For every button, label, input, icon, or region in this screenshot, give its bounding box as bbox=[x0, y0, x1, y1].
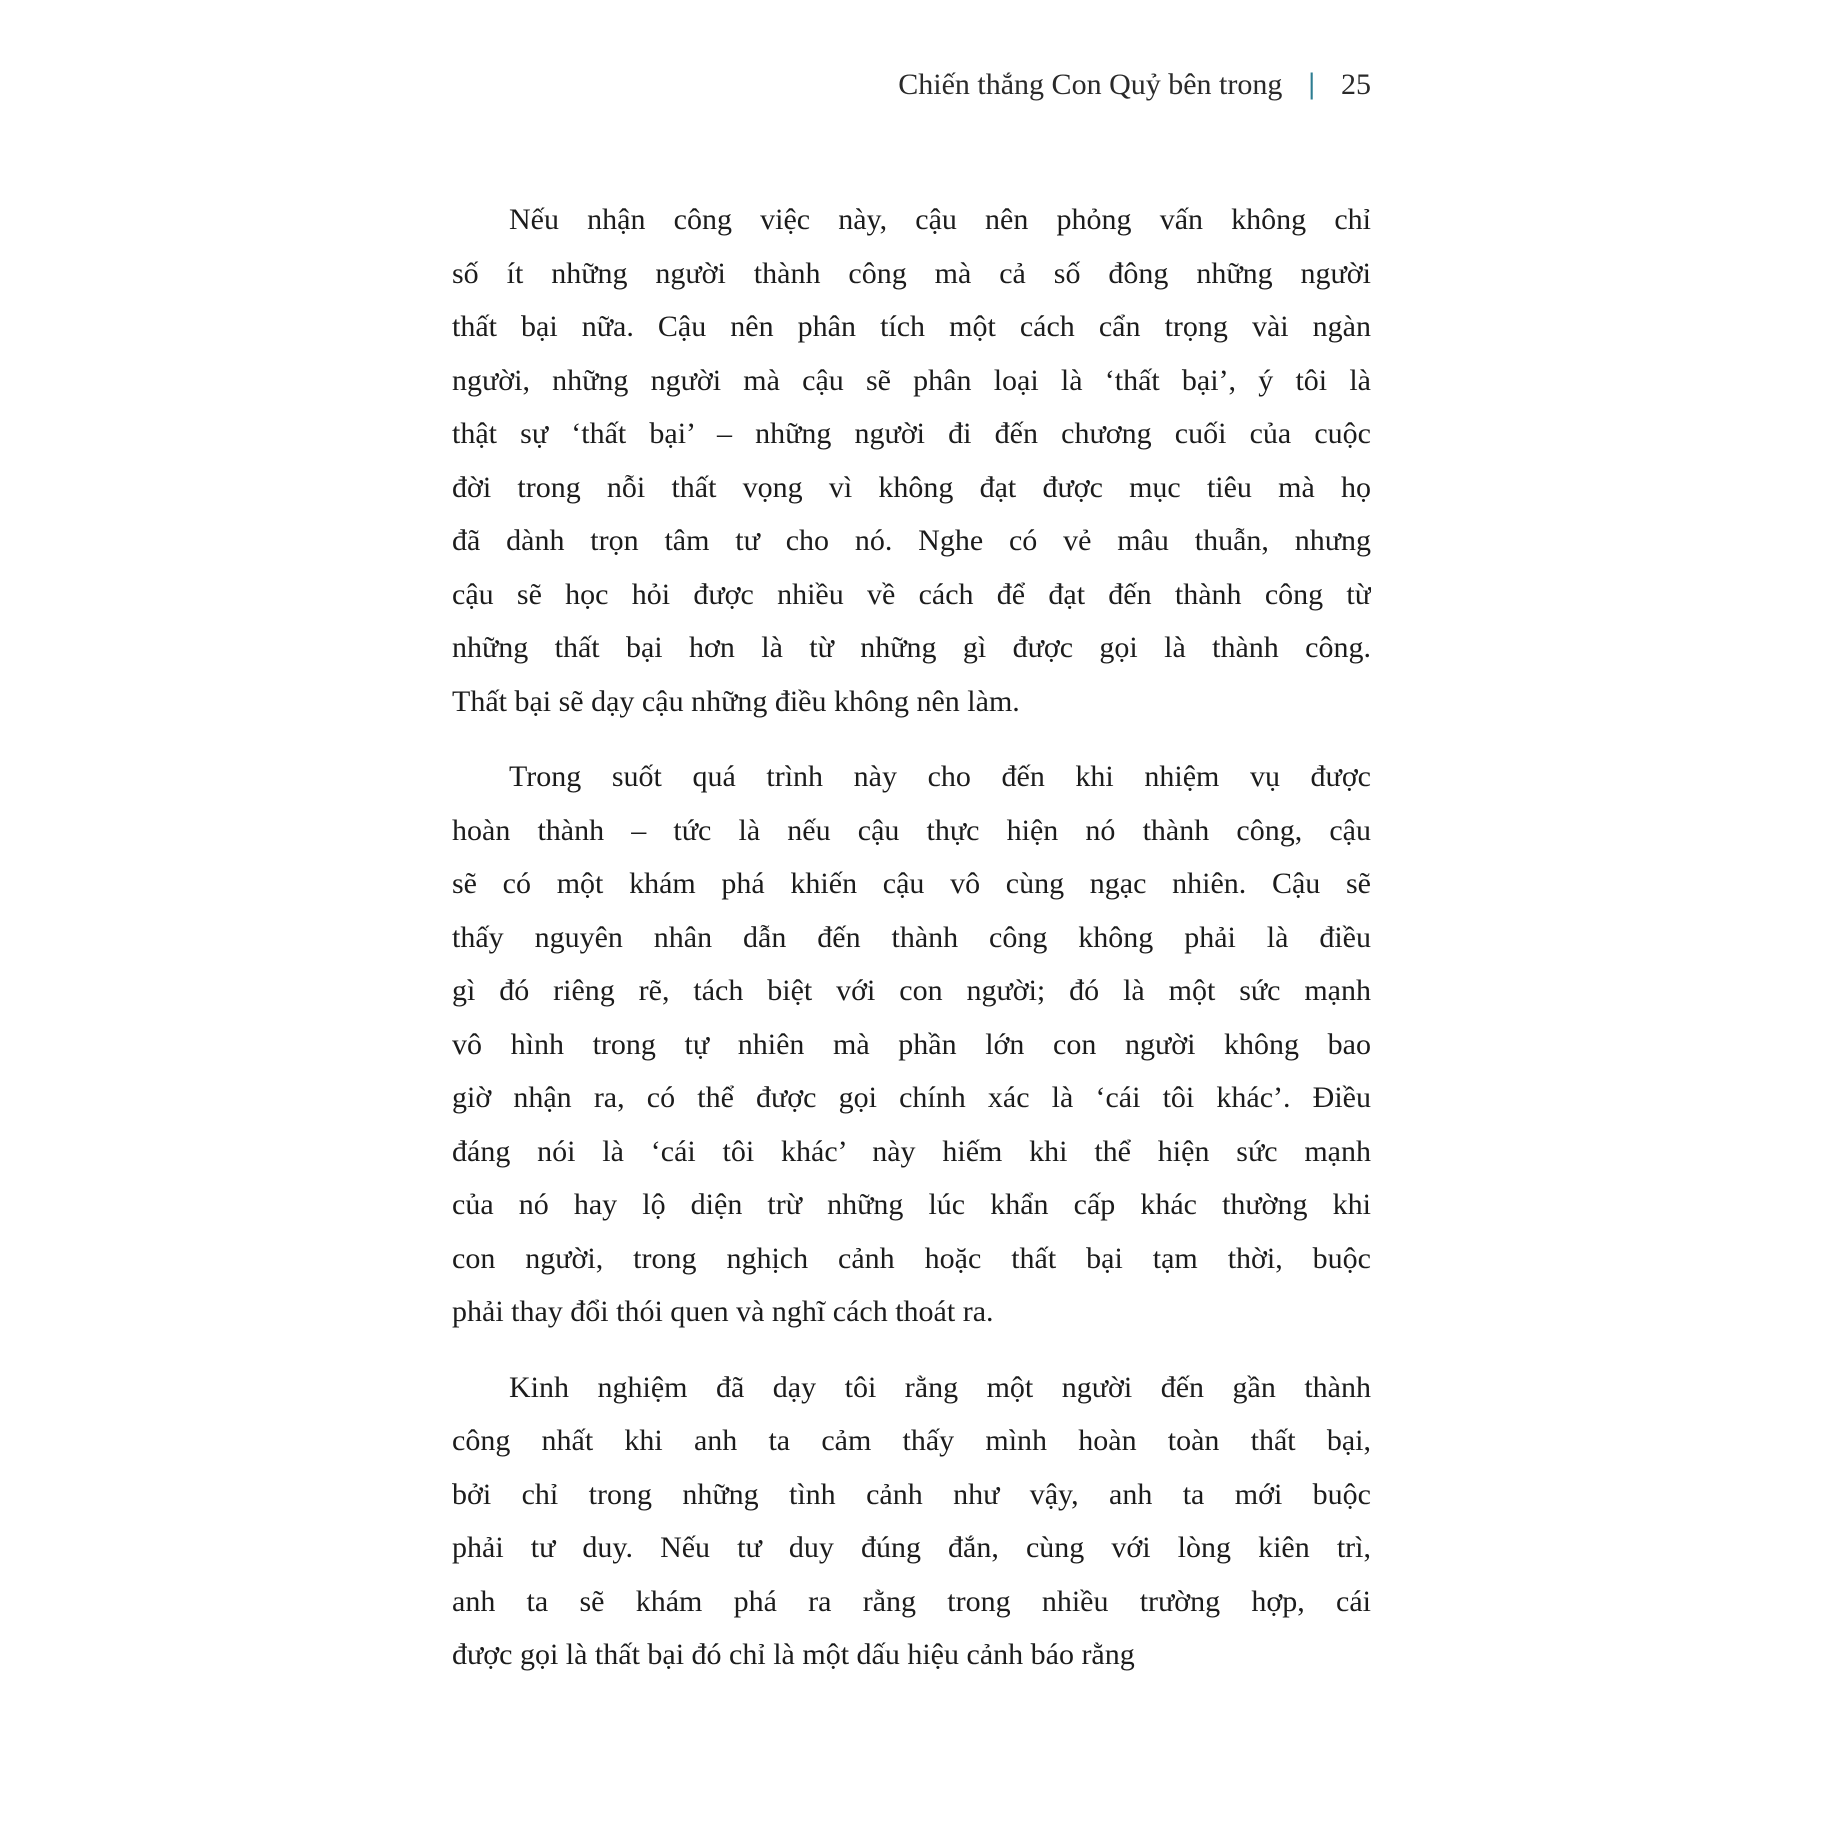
text-line: thấy nguyên nhân dẫn đến thành công không phải là điều bbox=[452, 920, 1371, 954]
page-body bbox=[452, 193, 1371, 1682]
text-line: con người, trong nghịch cảnh hoặc thất bại tạm thời, buộc bbox=[452, 1241, 1371, 1275]
text-line: giờ nhận ra, có thể được gọi chính xác là ‘cái tôi khác’. Điều bbox=[452, 1081, 1371, 1114]
text-line: gì đó riêng rẽ, tách biệt với con người; đó là một sức mạnh bbox=[452, 974, 1371, 1007]
text-line: Kinh nghiệm đã dạy tôi rằng một người đến gần thành bbox=[509, 1370, 1371, 1404]
text-line: được gọi là thất bại đó chỉ là một dấu hiệu cảnh báo rằng bbox=[452, 1638, 1135, 1671]
running-title: Chiến thắng Con Quỷ bên trong bbox=[898, 68, 1283, 101]
page-header bbox=[452, 68, 1371, 102]
paragraph bbox=[452, 750, 1371, 1339]
text-line: anh ta sẽ khám phá ra rằng trong nhiều trường hợp, cái bbox=[452, 1584, 1371, 1618]
header-divider: | bbox=[1308, 67, 1315, 100]
text-line: phải tư duy. Nếu tư duy đúng đắn, cùng với lòng kiên trì, bbox=[452, 1531, 1371, 1564]
text-line: thất bại nữa. Cậu nên phân tích một cách cẩn trọng vài ngàn bbox=[452, 310, 1371, 343]
text-line: vô hình trong tự nhiên mà phần lớn con người không bao bbox=[452, 1027, 1371, 1061]
page-number: 25 bbox=[1341, 68, 1371, 101]
text-line: đáng nói là ‘cái tôi khác’ này hiếm khi thể hiện sức mạnh bbox=[452, 1134, 1371, 1168]
text-line: hoàn thành – tức là nếu cậu thực hiện nó thành công, cậu bbox=[452, 813, 1371, 847]
text-line: người, những người mà cậu sẽ phân loại là ‘thất bại’, ý tôi là bbox=[452, 363, 1371, 397]
text-line: Nếu nhận công việc này, cậu nên phỏng vấn không chỉ bbox=[509, 203, 1371, 236]
text-line: đã dành trọn tâm tư cho nó. Nghe có vẻ mâu thuẫn, nhưng bbox=[452, 524, 1371, 557]
text-line: cậu sẽ học hỏi được nhiều về cách để đạt đến thành công từ bbox=[452, 577, 1371, 611]
paragraph bbox=[452, 193, 1371, 728]
text-line: Thất bại sẽ dạy cậu những điều không nên làm. bbox=[452, 684, 1020, 718]
text-line: công nhất khi anh ta cảm thấy mình hoàn toàn thất bại, bbox=[452, 1424, 1371, 1457]
text-line: thật sự ‘thất bại’ – những người đi đến chương cuối của cuộc bbox=[452, 417, 1371, 450]
text-line: Trong suốt quá trình này cho đến khi nhiệm vụ được bbox=[509, 760, 1371, 793]
text-line: số ít những người thành công mà cả số đông những người bbox=[452, 256, 1371, 290]
text-line: bởi chỉ trong những tình cảnh như vậy, anh ta mới buộc bbox=[452, 1477, 1371, 1511]
text-line: của nó hay lộ diện trừ những lúc khẩn cấp khác thường khi bbox=[452, 1188, 1371, 1221]
text-line: những thất bại hơn là từ những gì được gọi là thành công. bbox=[452, 631, 1371, 664]
text-line: sẽ có một khám phá khiến cậu vô cùng ngạc nhiên. Cậu sẽ bbox=[452, 867, 1371, 900]
paragraph bbox=[452, 1361, 1371, 1682]
text-line: đời trong nỗi thất vọng vì không đạt được mục tiêu mà họ bbox=[452, 470, 1371, 504]
text-line: phải thay đổi thói quen và nghĩ cách thoát ra. bbox=[452, 1295, 994, 1328]
